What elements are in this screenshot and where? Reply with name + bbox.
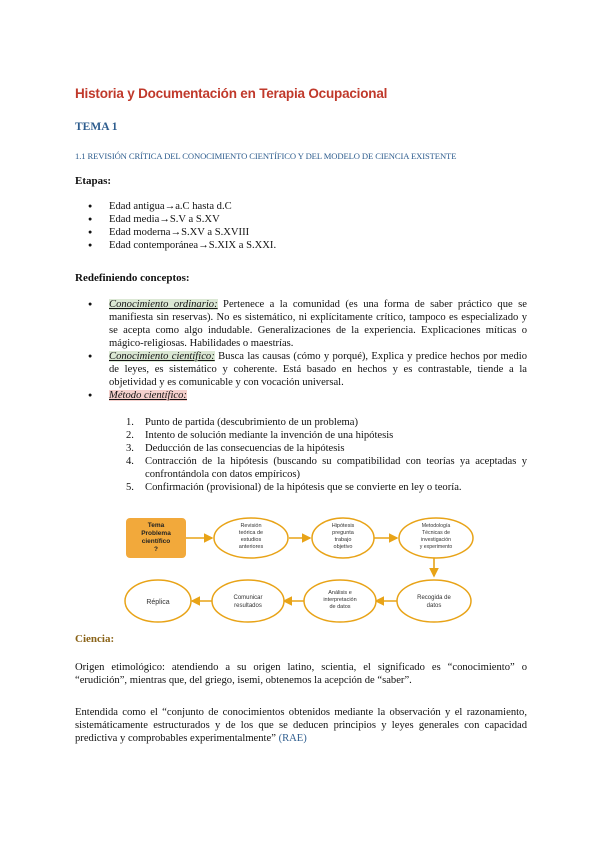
svg-text:MetodologíaTécnicas deinvestig: Metodología Técnicas de investigación y experimento [419, 523, 453, 550]
svg-text:Revisiónteórica deestudiosante: Revisión teórica de estudios anteriores [238, 523, 264, 550]
list-item: ● Edad antigua→a.C hasta d.C [75, 200, 535, 213]
list-item: ● Edad contemporánea→S.XIX a S.XXI. [75, 239, 535, 252]
term-metodo: Método científico: [109, 390, 187, 401]
etapas-list [75, 200, 535, 252]
conceptos-list [75, 298, 527, 402]
redefiniendo-heading: Redefiniendo conceptos: [75, 272, 190, 284]
concepto-metodo [75, 389, 527, 402]
document-title: Historia y Documentación en Terapia Ocupacional [75, 86, 388, 101]
svg-text:Réplica: Réplica [146, 599, 170, 606]
list-item: 1. Punto de partida (descubrimiento de un problema) [126, 417, 358, 428]
concepto-ordinario [75, 298, 527, 350]
list-item: ● Edad moderna→S.XV a S.XVIII [75, 226, 535, 239]
concepto-cientifico [75, 350, 527, 389]
ciencia-paragraph-1: Origen etimológico: atendiendo a su origen latino, scientia, el significado es “conocimiento” o “erudición”, mientras que, del griego, isemi, obtenemos la acepción de “saber”. [75, 662, 527, 686]
svg-text:Hipótesispreguntatrabajoobjeti: Hipótesis pregunta trabajo objetivo [331, 523, 355, 550]
list-item: 4. Contracción de la hipótesis (buscando su compatibilidad con teorías ya aceptadas y confrontándola con datos empíricos) [126, 456, 527, 480]
list-item: ● Edad media→S.V a S.XV [75, 213, 535, 226]
svg-text:Comunicarresultados: Comunicar resultados [233, 595, 263, 609]
svg-text:Recogida dedatos: Recogida de datos [417, 595, 451, 609]
text-cientifico: Busca las causas (cómo y porqué), Explica y predice hechos por medio de leyes, es sistemático y coherente. Está basado en hechos y es contrastable, tiende a la objetividad y es comunicable y con vocación universal. [109, 351, 527, 388]
tema-heading: TEMA 1 [75, 121, 118, 133]
subsection-heading: 1.1 REVISIÓN CRÍTICA DEL CONOCIMIENTO CIENTÍFICO Y DEL MODELO DE CIENCIA EXISTENTE [75, 151, 457, 161]
ciencia-heading: Ciencia: [75, 633, 115, 645]
list-item: 3. Deducción de las consecuencias de la hipótesis [126, 443, 345, 454]
svg-text:Análisis einterpretaciónde dat: Análisis e interpretación de datos [323, 590, 357, 610]
scientific-method-diagram [124, 512, 474, 624]
node-recogida [397, 580, 471, 622]
etapas-heading: Etapas: [75, 175, 112, 187]
term-cientifico: Conocimiento científico: [109, 351, 215, 362]
node-comunicar [212, 580, 284, 622]
svg-text:TemaProblemacientífico?: Tema Problema científico ? [141, 522, 171, 553]
ciencia-paragraph-2: Entendida como el “conjunto de conocimientos obtenidos mediante la observación y el razonamiento, sistemáticamente estructurados y de los que se deducen principios y leyes generales con capacidad predictiva y comprobables experimentalmente” (RAE) [75, 707, 527, 744]
term-ordinario: Conocimiento ordinario: [109, 299, 218, 310]
rae-reference: (RAE) [278, 733, 307, 744]
text-ordinario: Pertenece a la comunidad (es una forma de saber práctico que se manifiesta sin reservas). No es sistemático, ni explícitamente crítico, tampoco es especializado y se acepta como algo indudable. Generalizaciones de la experiencia. Explicaciones míticas o mágico-religiosas. Habilidades o maestrías. [109, 299, 527, 349]
metodo-steps [126, 416, 527, 494]
list-item: 5. Confirmación (provisional) de la hipótesis que se convierte en ley o teoría. [126, 482, 462, 493]
list-item: 2. Intento de solución mediante la invención de una hipótesis [126, 430, 394, 441]
